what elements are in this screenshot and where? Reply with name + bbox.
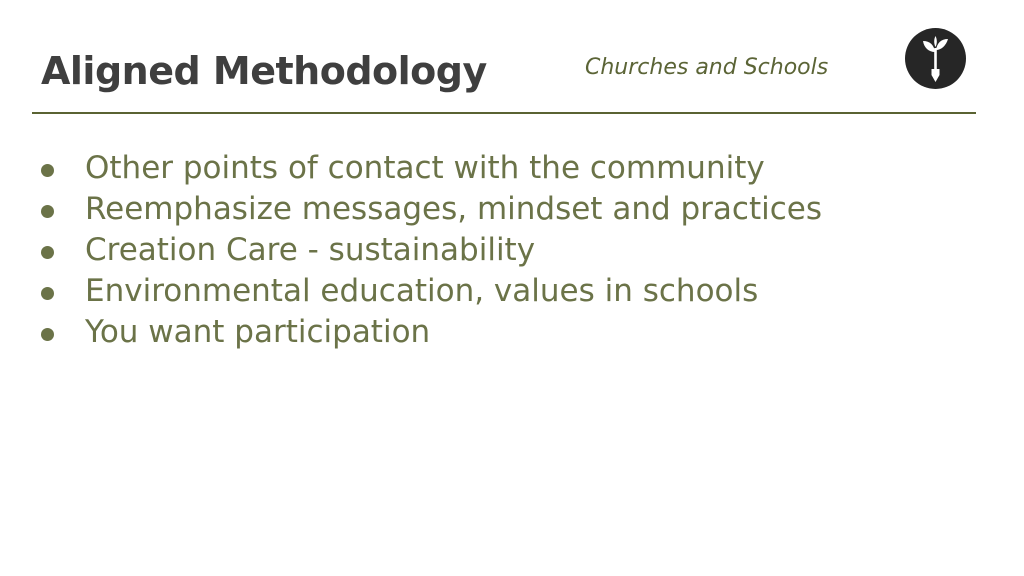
bullet-icon	[41, 205, 54, 218]
bullet-icon	[41, 328, 54, 341]
bullet-icon	[41, 246, 54, 259]
logo	[905, 28, 966, 89]
bullet-text: You want participation	[85, 314, 431, 350]
slide-title: Aligned Methodology	[41, 49, 487, 93]
bullet-icon	[41, 164, 54, 177]
title-divider	[32, 112, 976, 114]
bullet-text: Reemphasize messages, mindset and practices	[85, 191, 822, 227]
bullet-text: Other points of contact with the community	[85, 150, 765, 186]
sprout-shovel-icon	[905, 28, 966, 89]
bullet-icon	[41, 287, 54, 300]
bullet-text: Environmental education, values in schools	[85, 273, 759, 309]
slide-subtitle: Churches and Schools	[585, 55, 829, 80]
bullet-text: Creation Care - sustainability	[85, 232, 536, 268]
